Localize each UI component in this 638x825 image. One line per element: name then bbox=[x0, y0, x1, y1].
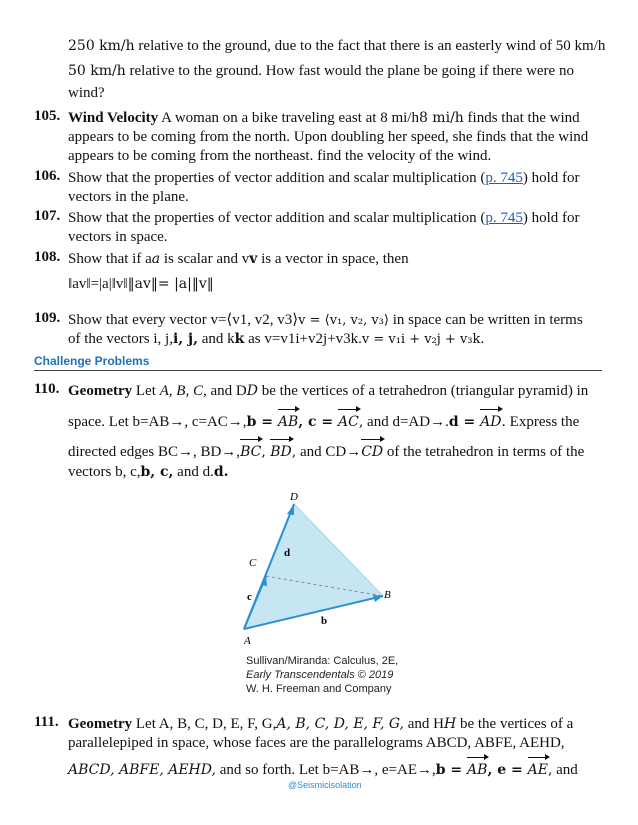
problem-109-line-1: Show that every vector v=⟨v1, v2, v3⟩v = ⟨v₁, v₂, v₃⟩ in space can be written in terms bbox=[68, 312, 583, 328]
problem-number: 105. bbox=[34, 108, 61, 124]
face-back bbox=[244, 504, 383, 629]
top-line-2: 50 km/h relative to the ground. How fast would the plane be going if there were no bbox=[68, 63, 574, 79]
vector-bd: BD bbox=[270, 444, 292, 460]
page-link[interactable]: p. 745 bbox=[485, 210, 523, 226]
problem-number: 110. bbox=[34, 381, 60, 397]
problem-110-line-3: directed edges BC→, BD→,BC, BD, and CD→CD of the tetrahedron in terms of the bbox=[68, 444, 585, 460]
vector-ae: AE bbox=[527, 762, 548, 778]
page-link[interactable]: p. 745 bbox=[485, 170, 523, 186]
problem-105-line-2: appears to be coming from the north. Upon doubling her speed, she finds that the wind bbox=[68, 129, 589, 145]
watermark: @Seismicisolation bbox=[288, 780, 362, 790]
arrowhead-d bbox=[287, 504, 294, 515]
problem-number: 111. bbox=[34, 714, 59, 730]
problem-110-line-4: vectors b, c,b, c, and d.d. bbox=[68, 464, 229, 480]
problem-111-line-1: Geometry Let A, B, C, D, E, F, G,A, B, C, D, E, F, G, and HH be the vertices of a bbox=[68, 716, 574, 732]
problem-title: Geometry bbox=[68, 383, 133, 399]
problem-106-line-2: vectors in the plane. bbox=[68, 189, 189, 205]
problem-110-line-2: space. Let b=AB→, c=AC→,b = AB, c = AC, and d=AD→.d = AD. Express the bbox=[68, 414, 580, 430]
problem-110-line-1: Geometry Let A, B, C, and DD be the vertices of a tetrahedron (triangular pyramid) in bbox=[68, 383, 589, 399]
problem-number: 109. bbox=[34, 310, 61, 326]
problem-number: 108. bbox=[34, 249, 61, 265]
problem-105-line-3: appears to be coming from the northeast. find the velocity of the wind. bbox=[68, 148, 492, 164]
vector-label-c: c bbox=[247, 591, 252, 603]
vector-ac: AC bbox=[338, 414, 359, 430]
figure-caption-line-1: Sullivan/Miranda: Calculus, 2E, bbox=[246, 655, 399, 667]
vertex-label-c: C bbox=[249, 557, 257, 569]
tetrahedron-figure bbox=[236, 488, 406, 648]
top-line-1: 250 km/h relative to the ground, due to the fact that there is an easterly wind of 50 km/h bbox=[68, 38, 606, 54]
top-line-3: wind? bbox=[68, 85, 105, 101]
problem-106-line-1: Show that the properties of vector addition and scalar multiplication (p. 745) hold for bbox=[68, 170, 580, 186]
problem-109-line-2: of the vectors i, j,i, j, and kk as v=v1i+v2j+v3k.v = v₁i + v₂j + v₃k. bbox=[68, 331, 485, 347]
problem-105-line-1: Wind Velocity A woman on a bike traveling east at 8 mi/h8 mi/h finds that the wind bbox=[68, 110, 580, 126]
vector-ab: AB bbox=[467, 762, 488, 778]
problem-title: Geometry bbox=[68, 716, 133, 732]
vector-ab: AB bbox=[277, 414, 299, 430]
problem-number: 106. bbox=[34, 168, 61, 184]
vector-cd: CD bbox=[361, 444, 384, 460]
problem-108-line-2: ‖av‖=|a|‖v‖‖av‖= |a|‖v‖ bbox=[68, 276, 214, 292]
problem-111-line-2: parallelepiped in space, whose faces are the parallelograms ABCD, ABFE, AEHD, bbox=[68, 735, 565, 751]
vector-label-b: b bbox=[321, 615, 328, 627]
math-speed: 50 km/h bbox=[68, 63, 126, 79]
figure-caption-line-3: W. H. Freeman and Company bbox=[246, 683, 392, 695]
figure-caption-line-2: Early Transcendentals © 2019 bbox=[246, 669, 394, 681]
problem-number: 107. bbox=[34, 208, 61, 224]
arrowhead-b bbox=[373, 595, 383, 602]
problem-title: Wind Velocity bbox=[68, 110, 159, 126]
vector-ad: AD bbox=[480, 414, 502, 430]
vector-bc: BC bbox=[240, 444, 262, 460]
problem-111-line-3: ABCD, ABFE, AEHD, and so forth. Let b=AB→, e=AE→,b = AB, e = AE, and bbox=[68, 762, 578, 778]
vertex-label-b: B bbox=[384, 589, 391, 601]
vertex-label-a: A bbox=[244, 635, 251, 647]
problem-108-line-1: Show that if aa is scalar and vv is a vector in space, then bbox=[68, 251, 409, 267]
vector-label-d: d bbox=[284, 547, 291, 559]
section-title: Challenge Problems bbox=[34, 354, 602, 371]
problem-107-line-1: Show that the properties of vector addition and scalar multiplication (p. 745) hold for bbox=[68, 210, 580, 226]
vertex-label-d: D bbox=[290, 491, 298, 503]
math-speed: 250 km/h bbox=[68, 38, 135, 54]
problem-107-line-2: vectors in space. bbox=[68, 229, 168, 245]
